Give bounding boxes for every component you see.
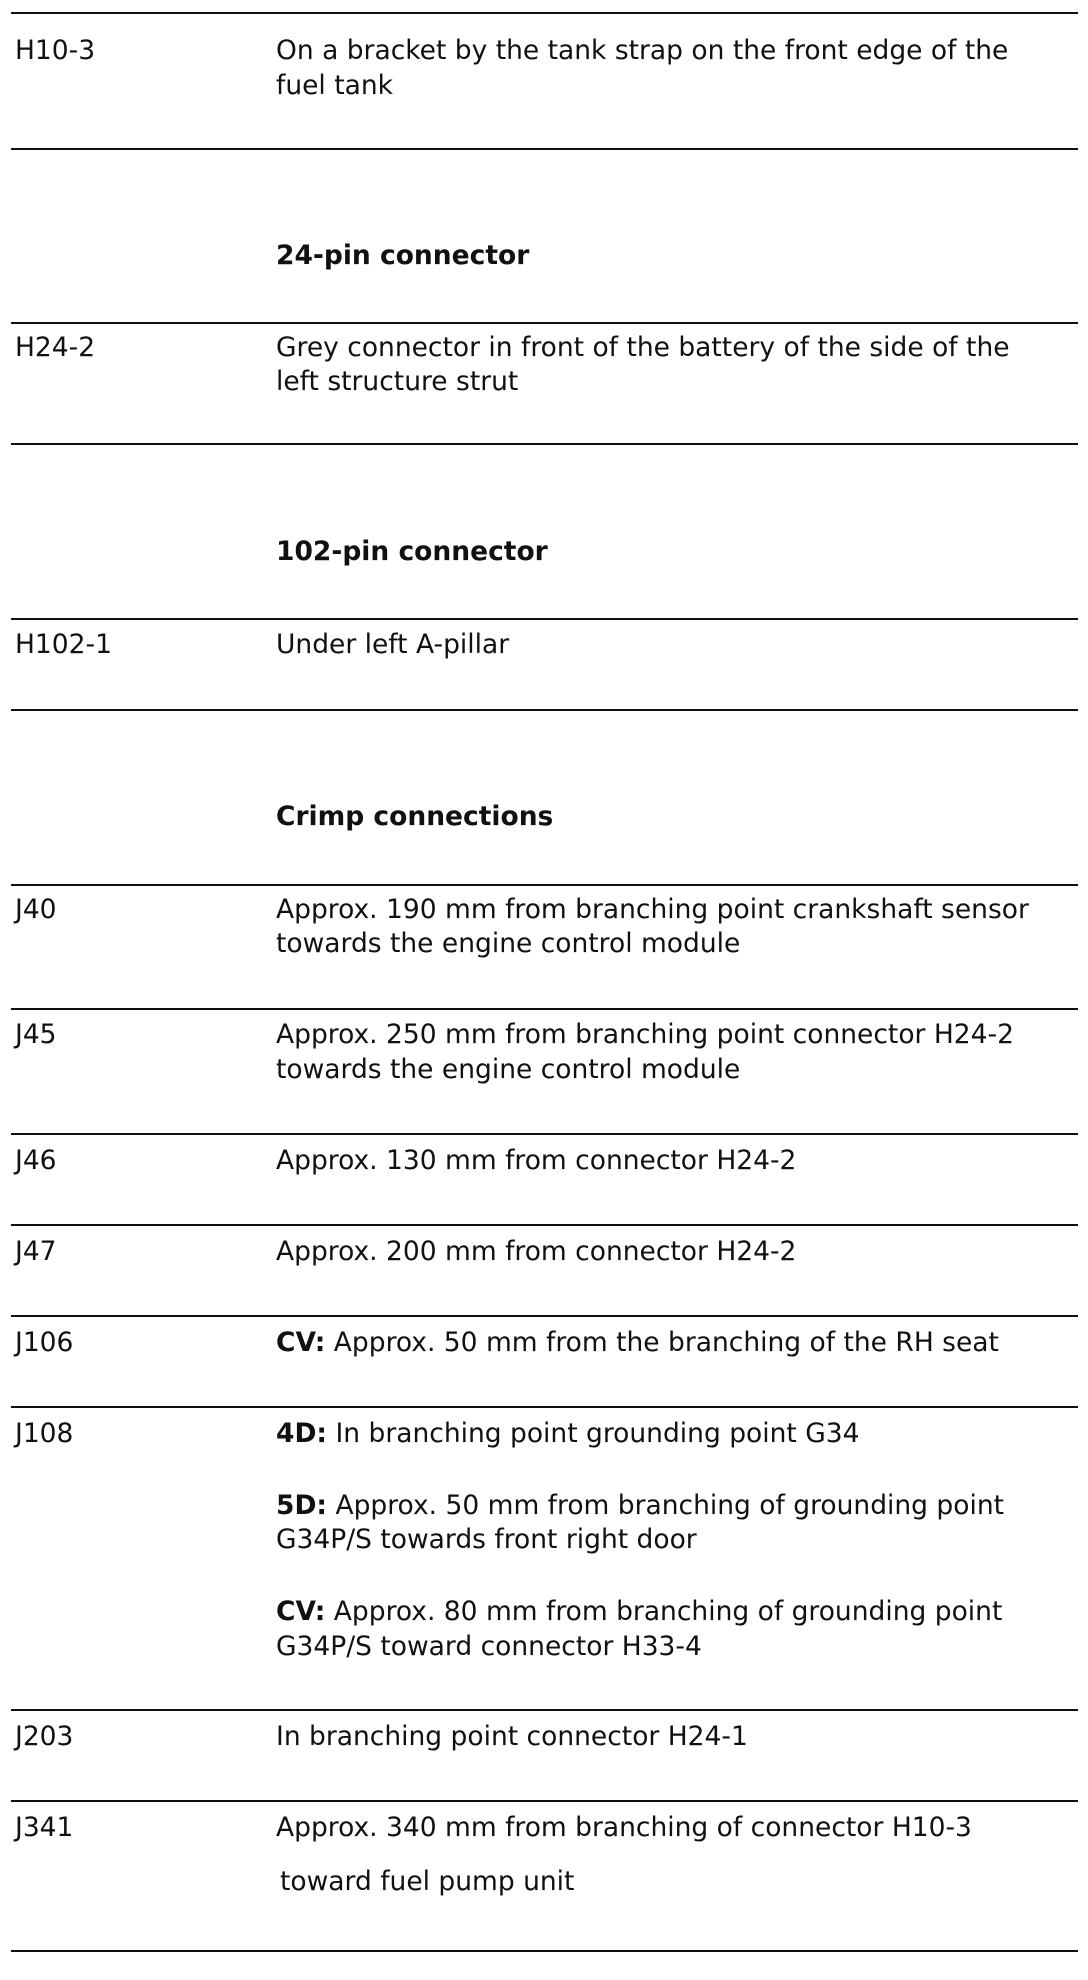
variant-text: Approx. 80 mm from branching of grounding point xyxy=(325,1596,1003,1627)
connector-code: J46 xyxy=(15,1145,57,1176)
location-description: Under left A-pillar xyxy=(276,629,510,660)
connector-code: J45 xyxy=(15,1019,57,1050)
table-rule xyxy=(11,1950,1078,1952)
variant-tag: 5D: xyxy=(276,1490,328,1521)
connector-code: H102-1 xyxy=(15,629,112,660)
table-rule xyxy=(11,1224,1078,1226)
table-rule xyxy=(11,322,1078,324)
location-description: fuel tank xyxy=(276,70,393,101)
location-description: Approx. 130 mm from connector H24-2 xyxy=(276,1145,797,1176)
location-description: towards the engine control module xyxy=(276,1054,741,1085)
table-rule xyxy=(11,1008,1078,1010)
location-description: Approx. 340 mm from branching of connector H10-3 xyxy=(276,1812,972,1843)
table-rule xyxy=(11,618,1078,620)
location-description: Grey connector in front of the battery of the side of the xyxy=(276,332,1010,363)
table-rule xyxy=(11,12,1078,14)
variant-tag: 4D: xyxy=(276,1418,328,1449)
location-description: In branching point connector H24-1 xyxy=(276,1721,748,1752)
connector-code: J40 xyxy=(15,894,57,925)
location-description: toward fuel pump unit xyxy=(280,1866,575,1897)
connector-code: H24-2 xyxy=(15,332,96,363)
table-rule xyxy=(11,1406,1078,1408)
table-rule xyxy=(11,1800,1078,1802)
location-description: left structure strut xyxy=(276,366,519,397)
variant-tag: CV: xyxy=(276,1327,326,1358)
table-rule xyxy=(11,709,1078,711)
location-description: Approx. 200 mm from connector H24-2 xyxy=(276,1236,797,1267)
location-description: Approx. 190 mm from branching point crankshaft sensor xyxy=(276,894,1029,925)
table-rule xyxy=(11,884,1078,886)
variant-text: Approx. 50 mm from branching of grounding point xyxy=(327,1490,1005,1521)
section-heading-crimp-connections: Crimp connections xyxy=(276,801,554,832)
table-rule xyxy=(11,1709,1078,1711)
connector-code: J106 xyxy=(15,1327,74,1358)
location-description: G34P/S towards front right door xyxy=(276,1524,697,1555)
location-description: towards the engine control module xyxy=(276,928,741,959)
location-description: G34P/S toward connector H33-4 xyxy=(276,1631,702,1662)
location-description xyxy=(276,1594,1002,1630)
table-rule xyxy=(11,1315,1078,1317)
variant-text: Approx. 50 mm from the branching of the RH seat xyxy=(325,1327,999,1358)
table-rule xyxy=(11,443,1078,445)
location-description: Approx. 250 mm from branching point connector H24-2 xyxy=(276,1019,1014,1050)
variant-text: In branching point grounding point G34 xyxy=(327,1418,860,1449)
connector-code: H10-3 xyxy=(15,35,96,66)
connector-code: J341 xyxy=(15,1812,74,1843)
section-heading-24-pin: 24-pin connector xyxy=(276,240,530,271)
location-description xyxy=(276,1325,999,1361)
variant-tag: CV: xyxy=(276,1596,326,1627)
connector-code: J47 xyxy=(15,1236,57,1267)
connector-code: J108 xyxy=(15,1418,74,1449)
location-description xyxy=(276,1416,859,1452)
table-rule xyxy=(11,148,1078,150)
table-rule xyxy=(11,1133,1078,1135)
location-description xyxy=(276,1488,1004,1524)
section-heading-102-pin: 102-pin connector xyxy=(276,536,548,567)
connector-code: J203 xyxy=(15,1721,74,1752)
location-description: On a bracket by the tank strap on the front edge of the xyxy=(276,35,1009,66)
